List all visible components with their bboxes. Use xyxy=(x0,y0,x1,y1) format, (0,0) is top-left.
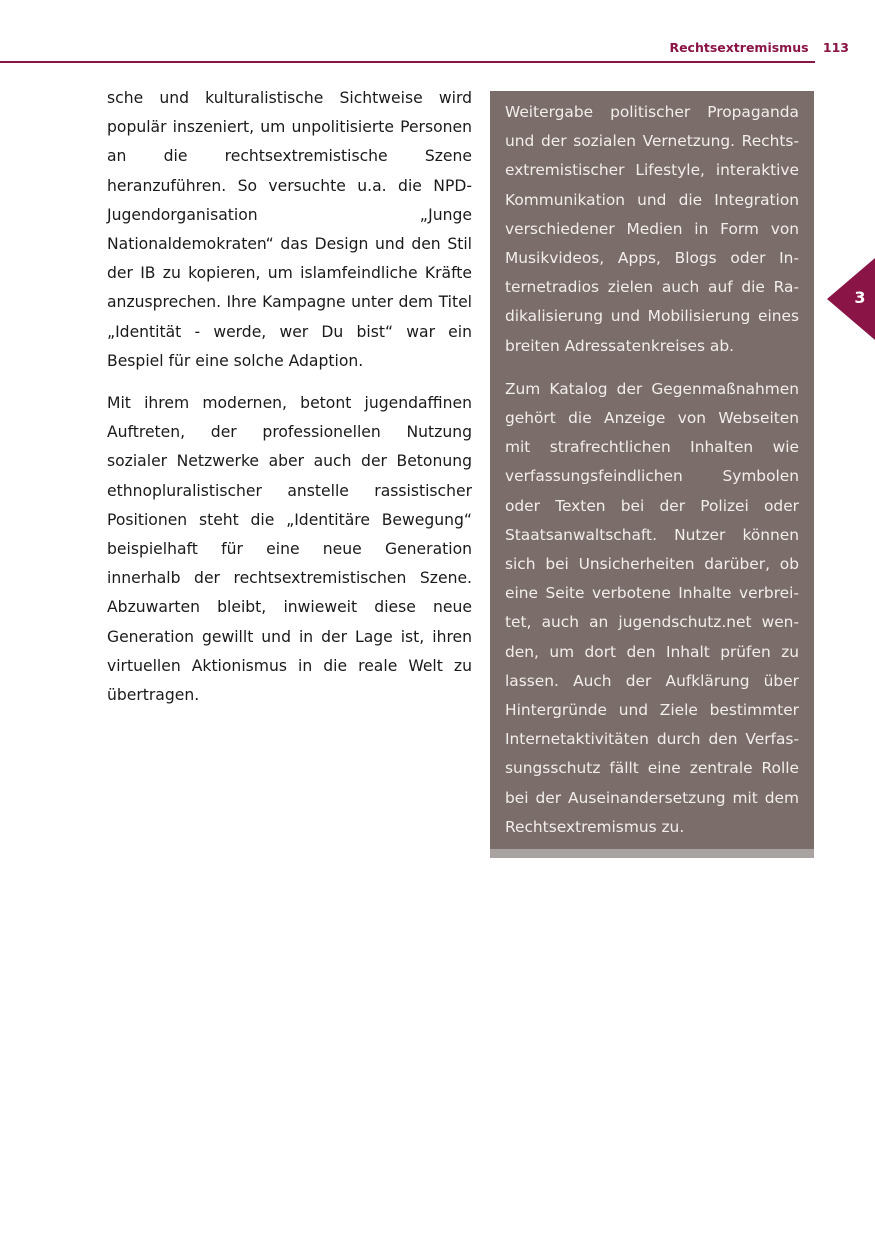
header-rule xyxy=(0,61,815,63)
chapter-number: 3 xyxy=(854,288,866,307)
section-title: Rechtsextremismus xyxy=(669,40,809,55)
body-paragraph: sche und kulturalistische Sichtweise wird populär inszeniert, um unpolitisierte Personen an die rechtsextremistische Szene heranzuführen. So versuchte u.a. die NPD-Jugendorganisation „Junge Nationaldemokraten“ das Design und den Stil der IB zu kopieren, um islamfeindliche Kräfte anzusprechen. Ihre Kampagne unter dem Titel „Identität - werde, wer Du bist“ war ein Bespiel für eine solche Adaption. xyxy=(107,89,472,370)
info-box-paragraph: Weitergabe politischer Propaganda und der sozialen Vernetzung. Rechtsextremistischer Lifestyle, interaktive Kommunikation und die Integration verschiedener Medien in Form von Musikvideos, Apps, Blogs oder Internetradios zielen auch auf die Radikalisierung und Mobilisierung eines breiten Adressatenkreises ab. xyxy=(505,103,799,355)
main-text-column xyxy=(107,84,472,723)
info-box-paragraph: Zum Katalog der Gegenmaßnahmen gehört die Anzeige von Webseiten mit strafrechtlichen Inhalten wie verfassungsfeindlichen Symbolen oder Texten bei der Polizei oder Staatsanwaltschaft. Nutzer können sich bei Unsicherheiten darüber, ob eine Seite verbotene Inhalte verbreitet, auch an jugendschutz.net wenden, um dort den Inhalt prüfen zu lassen. Auch der Aufklärung über Hintergründe und Ziele bestimmter Internetaktivitäten durch den Verfassungsschutz fällt eine zentrale Rolle bei der Auseinandersetzung mit dem Rechtsextremismus zu. xyxy=(505,379,799,836)
body-paragraph: Mit ihrem modernen, betont jugendaffinen Auftreten, der professionellen Nutzung sozialer Netzwerke aber auch der Betonung ethnopluralistischer anstelle rassistischer Positionen steht die „Identitäre Bewegung“ beispielhaft für eine neue Generation innerhalb der rechtsextremistischen Szene. Abzuwarten bleibt, inwieweit diese neue Generation gewillt und in der Lage ist, ihren virtuellen Aktionismus in die reale Welt zu übertragen. xyxy=(107,394,472,705)
page-number: 113 xyxy=(822,40,849,55)
running-head xyxy=(669,40,849,55)
chapter-tab[interactable] xyxy=(827,258,875,340)
info-box-text xyxy=(505,98,799,856)
